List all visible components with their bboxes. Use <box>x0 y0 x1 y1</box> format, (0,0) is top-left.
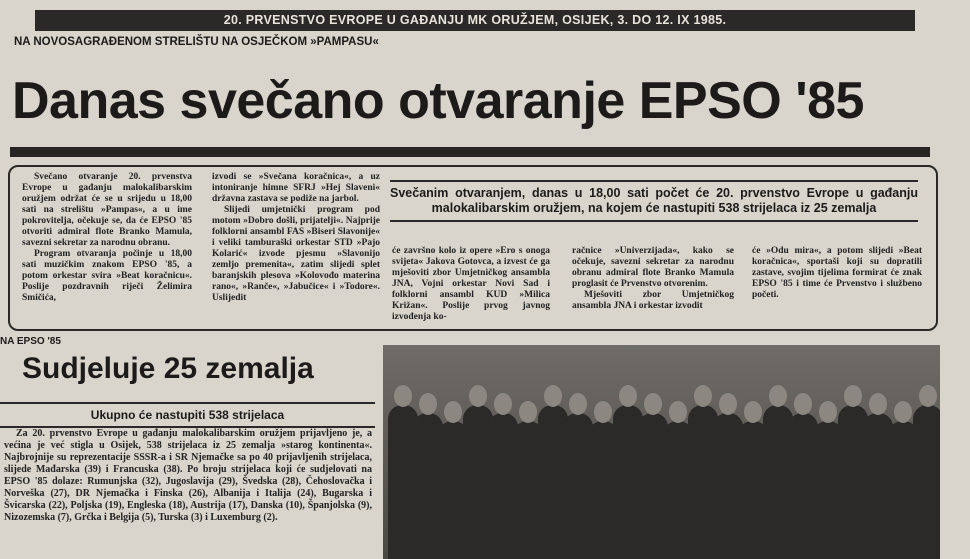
person-figure <box>913 405 940 559</box>
column-2 <box>212 172 380 304</box>
team-photo <box>383 345 940 559</box>
person-head <box>769 385 787 407</box>
column-1 <box>22 172 192 304</box>
paragraph: izvodi se »Svečana koračnica«, a uz intoniranje himne SFRJ »Hej Slaveni« državna zastava se podiže na jarbol. <box>212 172 380 204</box>
person-head <box>694 385 712 407</box>
person-head <box>544 385 562 407</box>
person-head <box>644 393 662 415</box>
divider <box>0 402 375 404</box>
deck <box>390 180 918 222</box>
deck-end: zemalja <box>831 201 877 215</box>
article2-title: Sudjeluje 25 zemalja <box>22 352 314 385</box>
person-head <box>394 385 412 407</box>
paragraph: će »Odu mira«, a potom slijedi »Beat koračnica«, sportaši koji su dopratili zastave, svojim tijelima formirat će znak EPSO '85 i time će Prvenstvo i službeno početi. <box>752 246 922 300</box>
person-head <box>494 393 512 415</box>
paragraph: će završno kolo iz opere »Ero s onoga svijeta« Jakova Gotovca, a izvest će ga mješoviti zbor Umjetničkog ansambla JNA, Vojni orkestar Novi Sad i folklorni ansambl KUD »Milica Križan«. Poslije prvog javnog izvođenja ko- <box>392 246 550 322</box>
column-5 <box>752 246 922 301</box>
person-head <box>569 393 587 415</box>
column-4 <box>572 246 734 312</box>
person-head <box>794 393 812 415</box>
divider <box>10 147 930 157</box>
paragraph: Slijedi umjetnički program pod motom »Dobro došli, prijatelji«. Najprije folklorni ansambl FAS »Biseri Slavonije« i veliki tamburaški orkestar STD »Pajo Kolarić« izvode pjesmu »Slavonijo zemljo premenita«, zatim slijedi splet baranjskih plesova »Kolovođo materina rano«, »Ranče«, »Jabučice« i »Todore«. Uslijedit <box>212 205 380 303</box>
paragraph: Svečano otvaranje 20. prvenstva Evrope u gađanju malokalibarskim oružjem održat će se u srijedu u 18,00 sati na strelištu »Pampas«, a u ime pokrovitelja, očekuje se, da će EPSO '85 otvoriti admiral flote Branko Mamula, savezni sekretar za narodnu obranu. <box>22 172 192 248</box>
kicker: NA NOVOSAGRAĐENOM STRELIŠTU NA OSJEČKOM »PAMPASU« <box>14 36 379 48</box>
article2-body <box>4 428 372 524</box>
paragraph: Program otvaranja počinje u 18,00 sati muzičkim znakom EPSO '85, a potom orkestar svira »Beat koračnicu«. Poslije pozdravnih riječi Želimira Smičića, <box>22 249 192 303</box>
person-head <box>919 385 937 407</box>
column-3 <box>392 246 550 323</box>
person-head <box>519 401 537 423</box>
divider <box>700 165 930 167</box>
person-head <box>819 401 837 423</box>
deck-text: Svečanim otvaranjem, danas u 18,00 sati počet će 20. prvenstvo Evrope u gađanju malokalibarskim oružjem, na kojem će nastupiti 538 strijelaca iz 25 <box>390 186 918 215</box>
person-head <box>469 385 487 407</box>
person-head <box>844 385 862 407</box>
banner: 20. PRVENSTVO EVROPE U GAĐANJU MK ORUŽJEM, OSIJEK, 3. DO 12. IX 1985. <box>35 10 915 31</box>
paragraph: Mješoviti zbor Umjetničkog ansambla JNA i orkestar izvodit <box>572 290 734 311</box>
person-head <box>894 401 912 423</box>
headline: Danas svečano otvaranje EPSO '85 <box>12 72 864 130</box>
article2-subtitle: Ukupno će nastupiti 538 strijelaca <box>0 408 375 428</box>
person-head <box>444 401 462 423</box>
person-head <box>744 401 762 423</box>
person-head <box>594 401 612 423</box>
person-head <box>619 385 637 407</box>
paragraph: Za 20. prvenstvo Evrope u gađanju malokalibarskim oružjem prijavljeno je, a većina je već stigla u Osijek, 538 strijelaca iz 25 zemalja »starog kontinenta«. Najbrojnije su reprezentacije SSSR-a i SR Njemačke sa po 40 prijavljenih strijelaca, slijede Mađarska (39) i Francuska (38). Po broju strijelaca koji će sudjelovati na EPSO '85 dolaze: Rumunjska (32), Jugoslavija (29), Švedska (28), Čehoslovačka i Norveška (27), DR Njemačka i Finska (26), Albanija i Italija (24), Bugarska i Švicarska (22), Poljska (19), Engleska (18), Austrija (17), Danska (10), Španjolska (9), Nizozemska (7), Grčka i Belgija (5), Turska (3) i Luxemburg (2). <box>4 428 372 523</box>
person-head <box>419 393 437 415</box>
person-head <box>719 393 737 415</box>
person-head <box>869 393 887 415</box>
paragraph: račnice »Univerzijada«, kako se očekuje, savezni sekretar za narodnu obranu admiral flote Branko Mamula proglasit će Prvenstvo otvorenim. <box>572 246 734 289</box>
person-head <box>669 401 687 423</box>
section-label: NA EPSO '85 <box>0 336 61 347</box>
